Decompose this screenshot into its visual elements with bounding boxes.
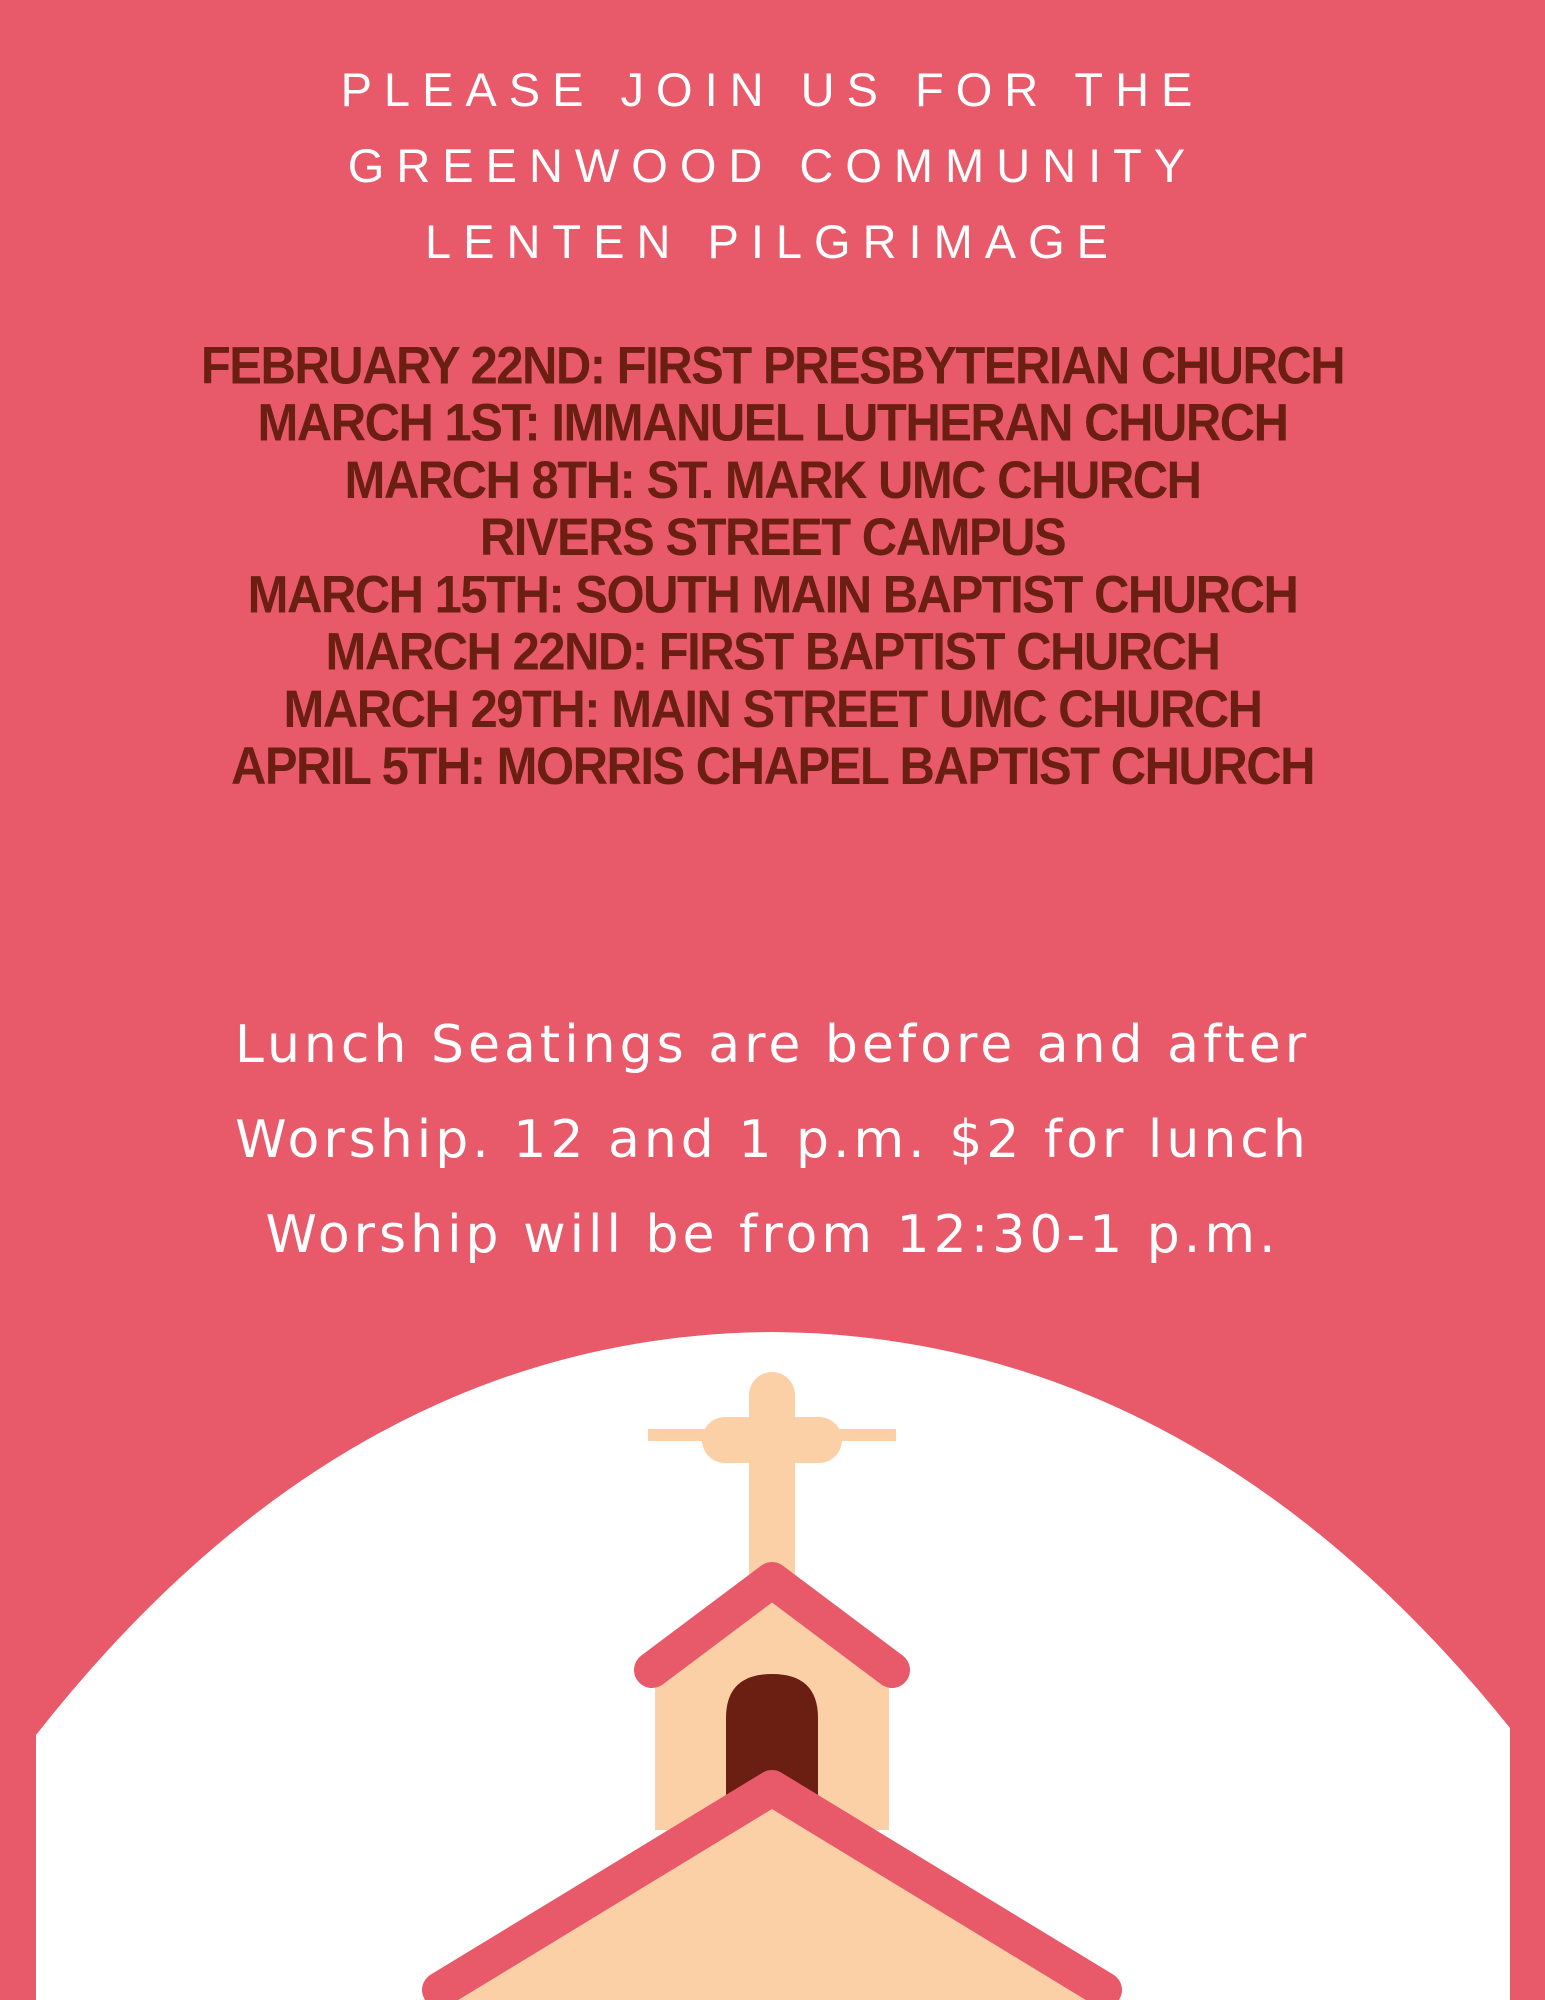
schedule-item: MARCH 29TH: MAIN STREET UMC CHURCH <box>283 680 1262 739</box>
info-line-2: Worship. 12 and 1 p.m. $2 for lunch <box>235 1110 1310 1170</box>
schedule-item: MARCH 1ST: IMMANUEL LUTHERAN CHURCH <box>257 394 1288 453</box>
invitation-line-3: LENTEN PILGRIMAGE <box>425 215 1120 268</box>
cross-post <box>749 1372 795 1594</box>
invitation-line-2: GREENWOOD COMMUNITY <box>347 139 1198 192</box>
info-line-3: Worship will be from 12:30-1 p.m. <box>265 1205 1280 1265</box>
schedule-item: MARCH 22ND: FIRST BAPTIST CHURCH <box>325 623 1220 682</box>
schedule-item: MARCH 15TH: SOUTH MAIN BAPTIST CHURCH <box>247 565 1298 625</box>
schedule-item: MARCH 8TH: ST. MARK UMC CHURCH <box>344 451 1201 510</box>
info-line-1: Lunch Seatings are before and after <box>234 1015 1311 1075</box>
schedule-item: APRIL 5TH: MORRIS CHAPEL BAPTIST CHURCH <box>230 737 1315 796</box>
invitation-line-1: PLEASE JOIN US FOR THE <box>340 63 1205 116</box>
schedule-item: FEBRUARY 22ND: FIRST PRESBYTERIAN CHURCH <box>200 336 1345 396</box>
schedule-item: RIVERS STREET CAMPUS <box>479 508 1066 567</box>
